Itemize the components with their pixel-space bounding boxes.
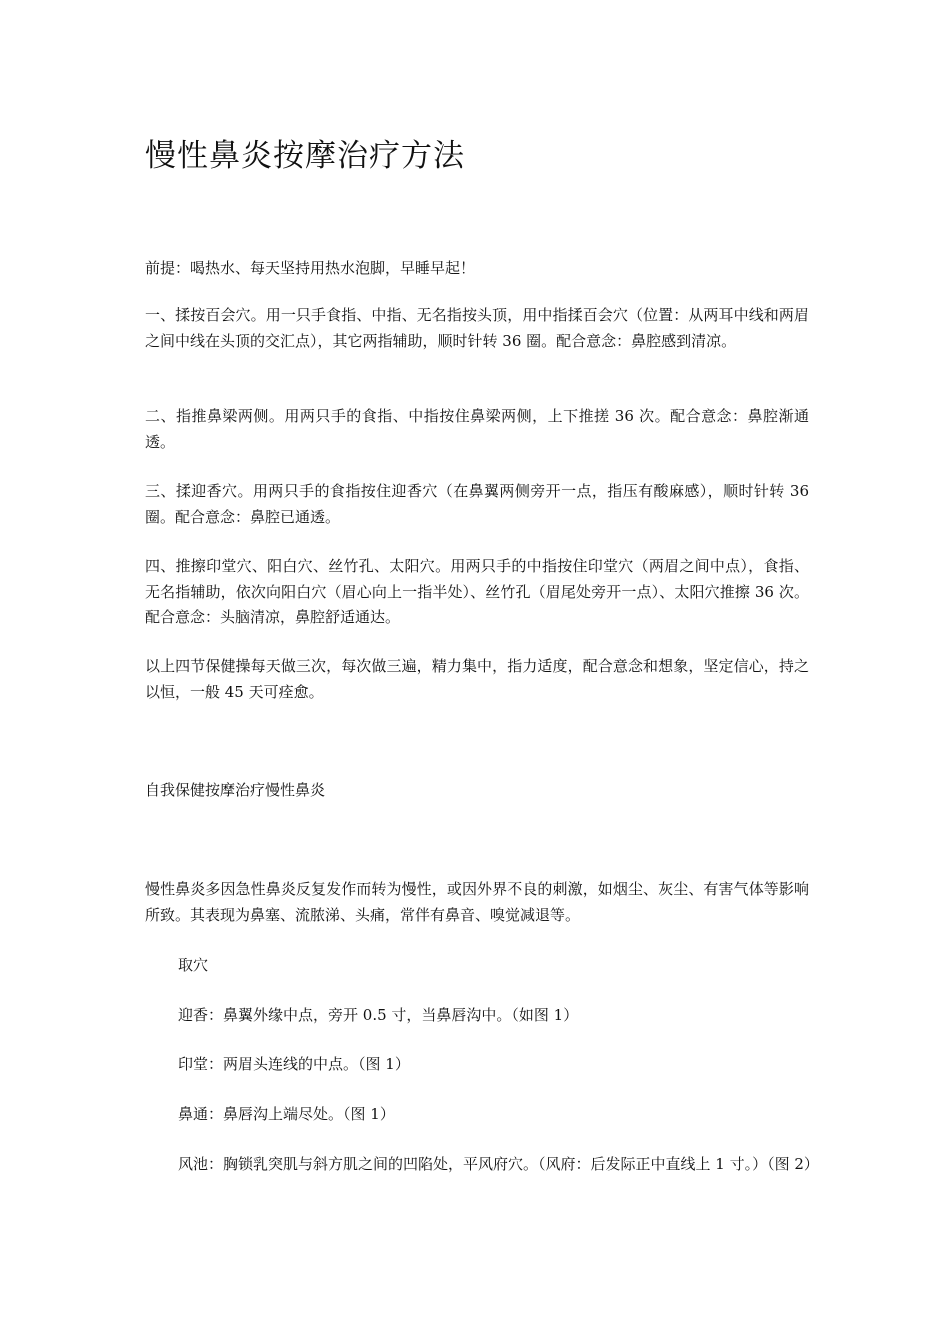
section-heading: 自我保健按摩治疗慢性鼻炎	[145, 781, 326, 799]
point-bitong: 鼻通：鼻唇沟上端尽处。（图 1）	[178, 1105, 395, 1123]
step-3-paragraph: 三、揉迎香穴。用两只手的食指按住迎香穴（在鼻翼两侧旁开一点，指压有酸麻感），顺时针转 36 圈。配合意念：鼻腔已通透。	[145, 482, 809, 526]
step-1-paragraph: 一、揉按百会穴。用一只手食指、中指、无名指按头顶，用中指揉百会穴（位置：从两耳中线和两眉之间中线在头顶的交汇点），其它两指辅助，顺时针转 36 圈。配合意念：鼻腔感到清凉。	[145, 306, 809, 350]
summary-paragraph: 以上四节保健操每天做三次，每次做三遍，精力集中，指力适度，配合意念和想象，坚定信心，持之以恒，一般 45 天可痊愈。	[145, 657, 809, 701]
points-heading: 取穴	[178, 956, 209, 974]
intro-paragraph: 慢性鼻炎多因急性鼻炎反复发作而转为慢性，或因外界不良的刺激，如烟尘、灰尘、有害气体等影响所致。其表现为鼻塞、流脓涕、头痛，常伴有鼻音、嗅觉减退等。	[145, 880, 809, 924]
step-2-paragraph: 二、指推鼻梁两侧。用两只手的食指、中指按住鼻梁两侧，上下推搓 36 次。配合意念：鼻腔渐通透。	[145, 407, 809, 451]
point-fengchi: 风池：胸锁乳突肌与斜方肌之间的凹陷处，平风府穴。（风府：后发际正中直线上 1 寸。）（图 2）	[178, 1155, 819, 1173]
step-4-paragraph: 四、推擦印堂穴、阳白穴、丝竹孔、太阳穴。用两只手的中指按住印堂穴（两眉之间中点），食指、无名指辅助，依次向阳白穴（眉心向上一指半处）、丝竹孔（眉尾处旁开一点）、太阳穴推擦 36 次。配合意念：头脑清凉，鼻腔舒适通达。	[145, 557, 809, 626]
point-yingxiang: 迎香：鼻翼外缘中点，旁开 0.5 寸，当鼻唇沟中。（如图 1）	[178, 1006, 579, 1024]
premise-paragraph: 前提：喝热水、每天坚持用热水泡脚，早睡早起！	[145, 259, 476, 277]
point-yintang: 印堂：两眉头连线的中点。（图 1）	[178, 1055, 410, 1073]
document-title: 慢性鼻炎按摩治疗方法	[145, 138, 465, 174]
